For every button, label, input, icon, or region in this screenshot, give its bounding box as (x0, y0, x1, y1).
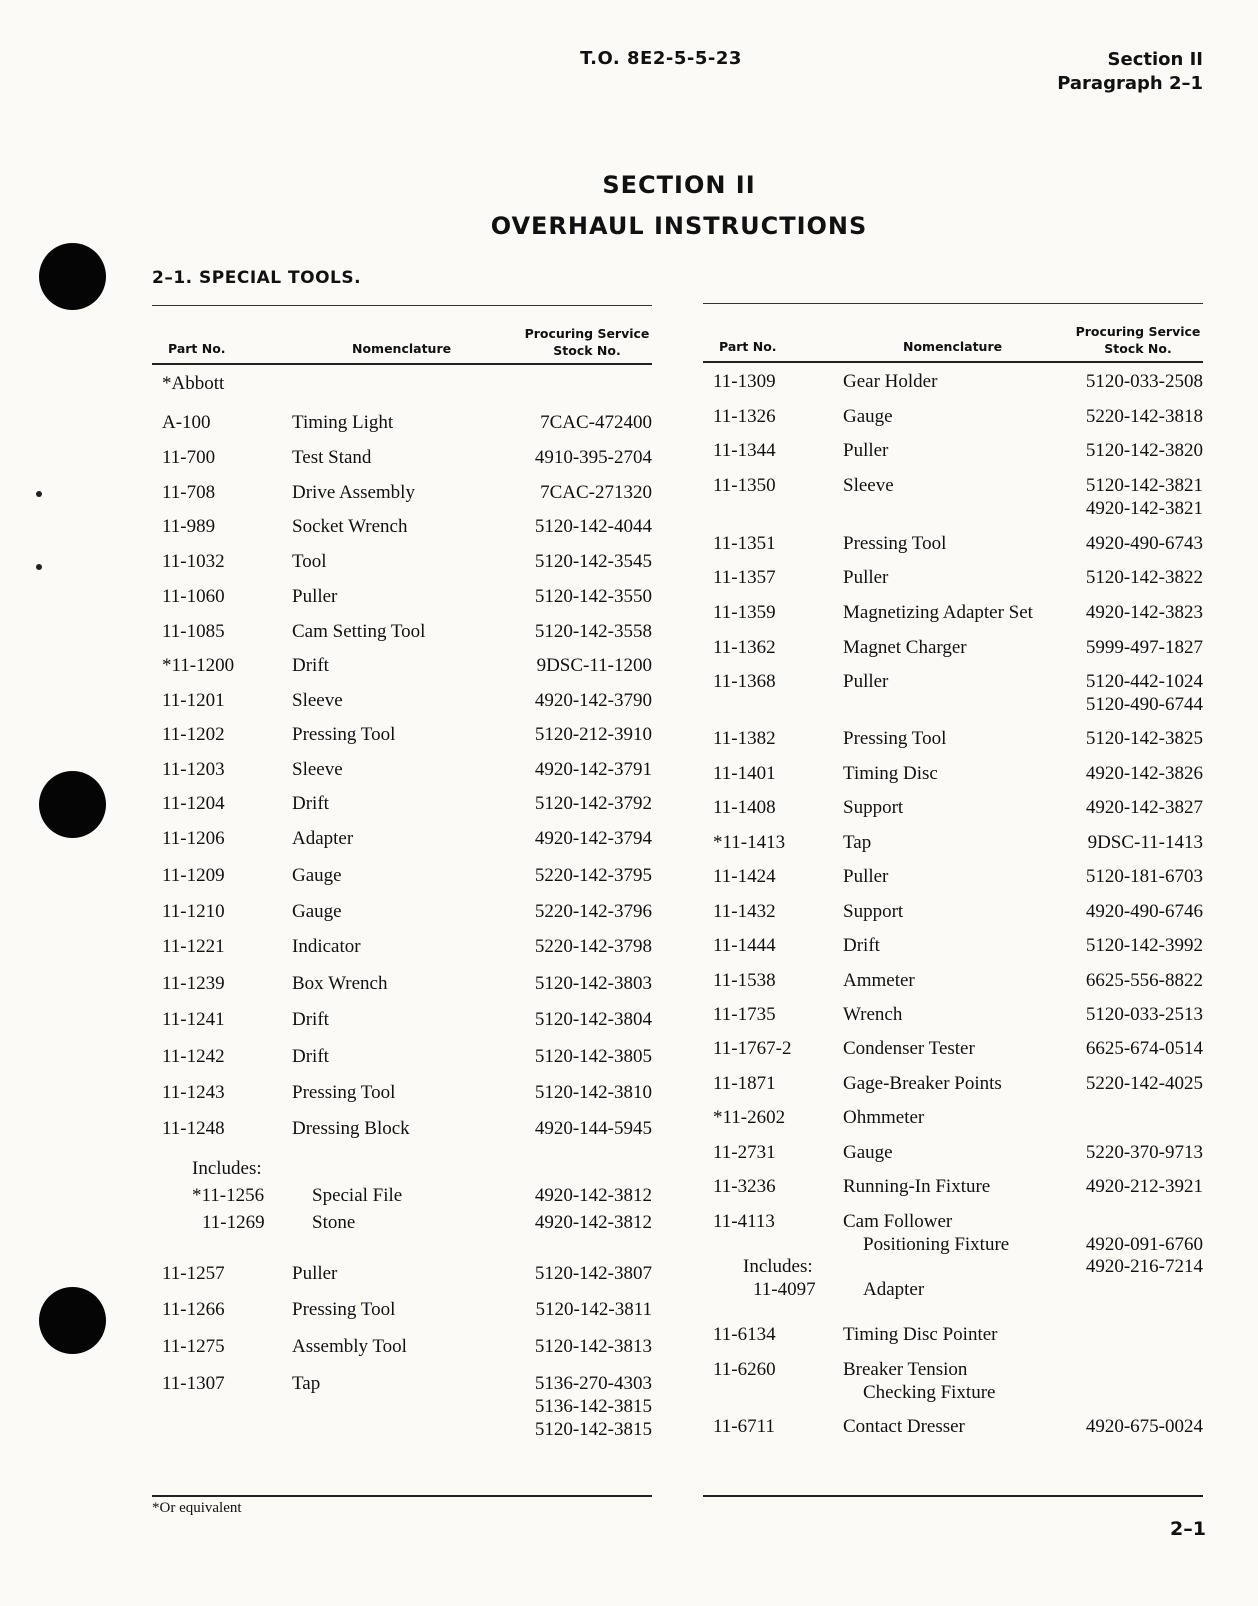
stock-number: 5120-142-3813 (534, 1336, 652, 1357)
nomenclature: Sleeve (843, 475, 894, 496)
nomenclature: Stone (312, 1212, 356, 1233)
stock-number: 4910-395-2704 (534, 447, 652, 468)
stock-number: 7CAC-472400 (540, 412, 652, 433)
part-number: 11-1382 (713, 728, 776, 749)
stock-number: 5220-370-9713 (1085, 1142, 1203, 1163)
part-number: 11-1424 (713, 866, 776, 887)
part-number: 11-1209 (162, 865, 225, 886)
stock-number: 4920-142-3827 (1085, 797, 1203, 818)
stock-number: 5136-270-4303 (534, 1373, 652, 1394)
part-number: 11-1257 (162, 1263, 225, 1284)
nomenclature: Cam Setting Tool (292, 621, 426, 642)
stock-number: 5120-142-3810 (534, 1082, 652, 1103)
nomenclature: Special File (312, 1185, 403, 1206)
stock-number: 5136-142-3815 (534, 1396, 652, 1417)
nomenclature: Timing Light (292, 412, 394, 433)
stock-number: 4920-490-6746 (1085, 901, 1203, 922)
stock-number: 5120-142-3545 (534, 551, 652, 572)
nomenclature: Puller (843, 671, 889, 692)
nomenclature: Drift (292, 655, 329, 676)
stock-number: 7CAC-271320 (540, 482, 652, 503)
stock-number: 5120-142-3804 (534, 1009, 652, 1030)
stock-number: 4920-142-3812 (534, 1185, 652, 1206)
nomenclature: Pressing Tool (292, 1299, 396, 1320)
nomenclature: Gauge (292, 901, 342, 922)
nomenclature: Adapter (292, 828, 354, 849)
part-number: 11-1309 (713, 371, 776, 392)
header-stock-no: Procuring Service Stock No. (524, 326, 650, 358)
part-number: *11-1413 (713, 832, 786, 853)
nomenclature: Adapter (863, 1279, 925, 1300)
header-stock-no: Procuring Service Stock No. (1075, 324, 1201, 356)
section-paragraph-header (1057, 48, 1203, 96)
nomenclature: Breaker Tension (843, 1359, 968, 1380)
part-number: 11-6711 (713, 1416, 775, 1437)
header-part-no: Part No. (168, 341, 226, 356)
stock-number: 4920-142-3821 (1085, 498, 1203, 519)
nomenclature: Drive Assembly (292, 482, 415, 503)
table-bottom-rule (703, 1495, 1203, 1497)
header-part-no: Part No. (719, 339, 777, 354)
stock-number: 4920-216-7214 (1085, 1256, 1203, 1277)
special-tools-table-left (152, 305, 652, 1505)
part-number: 11-1221 (162, 936, 225, 957)
stock-number: 4920-091-6760 (1085, 1234, 1203, 1255)
part-number: 11-708 (162, 482, 216, 503)
part-number: 11-3236 (713, 1176, 776, 1197)
nomenclature: Magnetizing Adapter Set (843, 602, 1033, 623)
part-number: 11-1357 (713, 567, 776, 588)
stock-number: 5120-142-3807 (534, 1263, 652, 1284)
part-number: 11-1060 (162, 586, 225, 607)
part-number: 11-1203 (162, 759, 225, 780)
binder-hole (39, 771, 106, 838)
nomenclature: Puller (292, 586, 338, 607)
nomenclature: Magnet Charger (843, 637, 967, 658)
table-header-rule (703, 361, 1203, 363)
part-number: 11-1350 (713, 475, 776, 496)
stock-number: 4920-142-3790 (534, 690, 652, 711)
part-number: 11-1326 (713, 406, 776, 427)
nomenclature: Assembly Tool (292, 1336, 407, 1357)
stock-number: 4920-675-0024 (1085, 1416, 1203, 1437)
part-number: 11-1266 (162, 1299, 225, 1320)
nomenclature: Checking Fixture (863, 1382, 996, 1403)
stock-number: 5120-142-3822 (1085, 567, 1203, 588)
nomenclature: Pressing Tool (292, 1082, 396, 1103)
nomenclature: Puller (292, 1263, 338, 1284)
part-number: 11-1239 (162, 973, 225, 994)
part-number: 11-1241 (162, 1009, 225, 1030)
part-number: *11-2602 (713, 1107, 786, 1128)
part-number: 11-1362 (713, 637, 776, 658)
nomenclature: Socket Wrench (292, 516, 408, 537)
stock-number: 5120-490-6744 (1085, 694, 1203, 715)
binder-hole (39, 1287, 106, 1354)
part-number: 11-1359 (713, 602, 776, 623)
stock-number: 5220-142-3798 (534, 936, 652, 957)
stock-number: 4920-142-3791 (534, 759, 652, 780)
part-number: 11-1767-2 (713, 1038, 792, 1059)
part-number: 11-2731 (713, 1142, 776, 1163)
nomenclature: Gear Holder (843, 371, 938, 392)
stock-number: 6625-674-0514 (1085, 1038, 1203, 1059)
page-number: 2–1 (1170, 1518, 1206, 1540)
stock-number: 6625-556-8822 (1085, 970, 1203, 991)
nomenclature: Gage-Breaker Points (843, 1073, 1002, 1094)
nomenclature: Puller (843, 866, 889, 887)
part-number: 11-1538 (713, 970, 776, 991)
part-number: 11-1307 (162, 1373, 225, 1394)
part-number: *11-1200 (162, 655, 235, 676)
part-number: 11-1408 (713, 797, 776, 818)
special-tools-table-right (703, 303, 1203, 1503)
table-top-rule (152, 305, 652, 306)
nomenclature: Sleeve (292, 759, 343, 780)
stock-number: 4920-142-3794 (534, 828, 652, 849)
part-number: 11-1401 (713, 763, 776, 784)
part-number: *11-1256 (192, 1185, 265, 1206)
stock-number: 5220-142-3795 (534, 865, 652, 886)
nomenclature: Support (843, 797, 904, 818)
part-number: 11-1202 (162, 724, 225, 745)
stock-number: 4920-490-6743 (1085, 533, 1203, 554)
stock-number: 5220-142-3796 (534, 901, 652, 922)
part-number: 11-1243 (162, 1082, 225, 1103)
stock-number: 5120-142-3821 (1085, 475, 1203, 496)
paragraph-label: Paragraph 2–1 (1057, 73, 1203, 94)
stock-number: 5120-142-3805 (534, 1046, 652, 1067)
stock-number: 4920-142-3812 (534, 1212, 652, 1233)
nomenclature: Drift (292, 1009, 329, 1030)
header-nomenclature: Nomenclature (903, 339, 1003, 354)
stock-number: 4920-142-3823 (1085, 602, 1203, 623)
nomenclature: Pressing Tool (843, 533, 947, 554)
stock-number: 5120-181-6703 (1085, 866, 1203, 887)
stock-number: 4920-142-3826 (1085, 763, 1203, 784)
part-number: 11-1201 (162, 690, 225, 711)
nomenclature: Condenser Tester (843, 1038, 975, 1059)
part-number: 11-4097 (753, 1279, 816, 1300)
part-number: 11-1275 (162, 1336, 225, 1357)
part-number: Includes: (192, 1158, 262, 1179)
nomenclature: Ohmmeter (843, 1107, 925, 1128)
stock-number: 5999-497-1827 (1085, 637, 1203, 658)
paragraph-heading: 2–1. SPECIAL TOOLS. (152, 268, 362, 288)
page-speck (36, 564, 42, 570)
binder-hole (39, 243, 106, 310)
stock-number: 5120-142-3803 (534, 973, 652, 994)
stock-number: 5120-142-3558 (534, 621, 652, 642)
part-number: 11-1351 (713, 533, 776, 554)
nomenclature: Gauge (843, 1142, 893, 1163)
table-header (152, 315, 652, 365)
part-number: 11-1085 (162, 621, 225, 642)
header-nomenclature: Nomenclature (352, 341, 452, 356)
part-number: 11-1242 (162, 1046, 225, 1067)
part-number: *Abbott (162, 373, 225, 394)
table-bottom-rule (152, 1495, 652, 1497)
stock-number: 5120-142-3825 (1085, 728, 1203, 749)
part-number: 11-1344 (713, 440, 776, 461)
stock-number: 9DSC-11-1200 (536, 655, 652, 676)
section-title: SECTION II (602, 171, 756, 199)
table-header (703, 313, 1203, 363)
part-number: 11-989 (162, 516, 216, 537)
stock-number: 5120-442-1024 (1085, 671, 1203, 692)
table-top-rule (703, 303, 1203, 304)
nomenclature: Positioning Fixture (863, 1234, 1010, 1255)
nomenclature: Tap (292, 1373, 321, 1394)
nomenclature: Box Wrench (292, 973, 388, 994)
part-number: 11-1210 (162, 901, 225, 922)
stock-number: 5120-142-3550 (534, 586, 652, 607)
stock-number: 5120-142-3992 (1085, 935, 1203, 956)
part-number: 11-1735 (713, 1004, 776, 1025)
nomenclature: Pressing Tool (292, 724, 396, 745)
part-number: 11-1204 (162, 793, 225, 814)
stock-number: 5220-142-3818 (1085, 406, 1203, 427)
nomenclature: Drift (292, 793, 329, 814)
stock-number: 5120-142-3815 (534, 1419, 652, 1440)
part-number: 11-6134 (713, 1324, 776, 1345)
nomenclature: Running-In Fixture (843, 1176, 991, 1197)
nomenclature: Cam Follower (843, 1211, 953, 1232)
nomenclature: Pressing Tool (843, 728, 947, 749)
nomenclature: Timing Disc (843, 763, 938, 784)
technical-order-number: T.O. 8E2-5-5-23 (580, 48, 742, 69)
nomenclature: Tool (292, 551, 327, 572)
stock-number: 5120-142-3792 (534, 793, 652, 814)
nomenclature: Indicator (292, 936, 361, 957)
nomenclature: Sleeve (292, 690, 343, 711)
stock-number: 5120-033-2513 (1085, 1004, 1203, 1025)
nomenclature: Timing Disc Pointer (843, 1324, 998, 1345)
part-number: 11-1206 (162, 828, 225, 849)
nomenclature: Ammeter (843, 970, 915, 991)
part-number: 11-1032 (162, 551, 225, 572)
part-number: 11-700 (162, 447, 216, 468)
part-number: Includes: (743, 1256, 813, 1277)
stock-number: 5120-142-3820 (1085, 440, 1203, 461)
nomenclature: Drift (843, 935, 880, 956)
section-label: Section II (1107, 49, 1203, 70)
stock-number: 9DSC-11-1413 (1087, 832, 1203, 853)
nomenclature: Puller (843, 567, 889, 588)
nomenclature: Dressing Block (292, 1118, 410, 1139)
table-header-rule (152, 363, 652, 365)
nomenclature: Support (843, 901, 904, 922)
nomenclature: Puller (843, 440, 889, 461)
part-number: 11-1368 (713, 671, 776, 692)
part-number: 11-4113 (713, 1211, 775, 1232)
page-speck (36, 491, 42, 497)
stock-number: 4920-144-5945 (534, 1118, 652, 1139)
part-number: 11-1269 (202, 1212, 265, 1233)
stock-number: 5120-033-2508 (1085, 371, 1203, 392)
part-number: 11-1432 (713, 901, 776, 922)
nomenclature: Wrench (843, 1004, 903, 1025)
part-number: 11-1444 (713, 935, 776, 956)
stock-number: 5120-212-3910 (534, 724, 652, 745)
nomenclature: Gauge (292, 865, 342, 886)
part-number: A-100 (162, 412, 211, 433)
nomenclature: Contact Dresser (843, 1416, 965, 1437)
stock-number: 5120-142-4044 (534, 516, 652, 537)
nomenclature: Drift (292, 1046, 329, 1067)
footnote: *Or equivalent (152, 1500, 242, 1516)
section-subtitle: OVERHAUL INSTRUCTIONS (490, 212, 868, 240)
part-number: 11-1248 (162, 1118, 225, 1139)
nomenclature: Tap (843, 832, 872, 853)
stock-number: 5220-142-4025 (1085, 1073, 1203, 1094)
nomenclature: Test Stand (292, 447, 372, 468)
nomenclature: Gauge (843, 406, 893, 427)
part-number: 11-6260 (713, 1359, 776, 1380)
part-number: 11-1871 (713, 1073, 776, 1094)
stock-number: 4920-212-3921 (1085, 1176, 1203, 1197)
stock-number: 5120-142-3811 (535, 1299, 652, 1320)
